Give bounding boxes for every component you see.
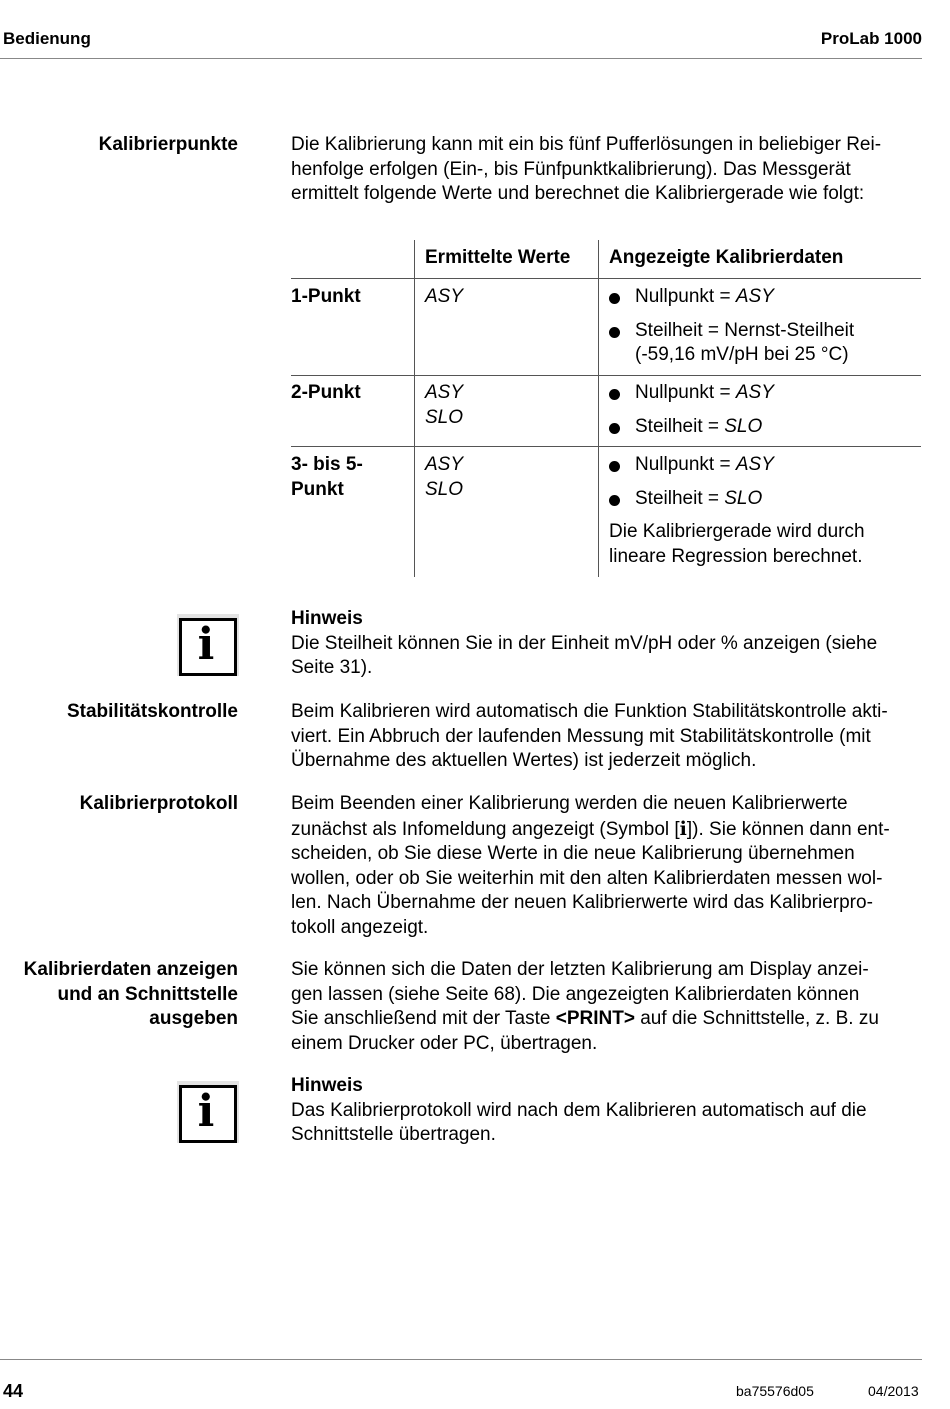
text-line: Sie anschließend mit der Taste <PRINT> auf die Schnittstelle, z. B. zu <box>291 1008 879 1029</box>
bullet-icon <box>609 389 620 400</box>
table-row-label: 2-Punkt <box>291 382 361 403</box>
side-label-stabilitaetskontrolle: Stabilitätskontrolle <box>66 701 238 722</box>
table-cell-value: ASY SLO <box>425 382 464 428</box>
list-item: Nullpunkt = ASY <box>609 453 921 478</box>
bullet-icon <box>609 293 620 304</box>
text-line: Beim Beenden einer Kalibrierung werden die neuen Kalibrierwerte <box>291 793 848 814</box>
header-section-title: Bedienung <box>3 29 91 48</box>
list-item: Steilheit = SLO <box>609 415 921 440</box>
side-label-kalibrierdaten-anzeigen: Kalibrierdaten anzeigen und an Schnittstelle ausgeben <box>23 959 238 1029</box>
text-line: einem Drucker oder PC, übertragen. <box>291 1032 598 1054</box>
side-label-kalibrierprotokoll: Kalibrierprotokoll <box>79 793 238 814</box>
document-date: 04/2013 <box>868 1383 919 1399</box>
table-cell-value: ASY SLO <box>425 454 464 500</box>
text-line: Sie können sich die Daten der letzten Kalibrierung am Display anzei- <box>291 959 869 980</box>
table-cell-items <box>609 453 921 569</box>
text-line: gen lassen (siehe Seite 68). Die angezeigten Kalibrierdaten können <box>291 983 860 1005</box>
info-icon: i <box>177 614 239 676</box>
text-line: henfolge erfolgen (Ein-, bis Fünfpunktkalibrierung). Das Messgerät <box>291 158 851 180</box>
bullet-icon <box>609 423 620 434</box>
header-divider <box>0 58 922 59</box>
list-item: Steilheit = SLO <box>609 487 921 512</box>
note-title: Hinweis <box>291 1075 363 1096</box>
info-symbol: i <box>679 817 687 840</box>
page-number: 44 <box>3 1381 24 1401</box>
table-column-divider <box>414 240 415 577</box>
text-line: viert. Ein Abbruch der laufenden Messung mit Stabilitätskontrolle (mit <box>291 725 871 747</box>
hinweis-note <box>291 1074 923 1148</box>
header-product-name: ProLab 1000 <box>820 29 922 48</box>
print-key: <PRINT> <box>555 1008 635 1029</box>
table-row-divider <box>291 446 921 447</box>
table-row-label: 3- bis 5- Punkt <box>291 454 363 500</box>
footer-divider <box>0 1359 922 1360</box>
list-item: Nullpunkt = ASY <box>609 285 921 310</box>
hinweis-note <box>291 607 923 681</box>
table-header-kalibrierdaten: Angezeigte Kalibrierdaten <box>609 247 844 268</box>
table-cell-items <box>609 285 921 368</box>
text-line: zunächst als Infomeldung angezeigt (Symbol [i]). Sie können dann ent- <box>291 817 890 840</box>
text-line: scheiden, ob Sie diese Werte in die neue Kalibrierung übernehmen <box>291 843 855 864</box>
table-cell-items <box>609 381 921 439</box>
stabilitaet-text <box>291 700 923 774</box>
table-note: Die Kalibriergerade wird durch lineare Regression berechnet. <box>609 521 865 567</box>
table-row-label: 1-Punkt <box>291 286 361 307</box>
text-line: tokoll angezeigt. <box>291 916 429 938</box>
note-title: Hinweis <box>291 608 363 629</box>
table-row-divider <box>291 278 921 279</box>
table-header-ermittelte-werte: Ermittelte Werte <box>425 247 571 268</box>
text-line: Schnittstelle übertragen. <box>291 1124 496 1145</box>
table-column-divider <box>598 240 599 577</box>
text-line: Das Kalibrierprotokoll wird nach dem Kalibrieren automatisch auf die <box>291 1099 867 1121</box>
text-line: wollen, oder ob Sie weiterhin mit den alten Kalibrierdaten messen wol- <box>291 867 883 889</box>
text-line: Die Steilheit können Sie in der Einheit mV/pH oder % anzeigen (siehe <box>291 632 878 654</box>
text-line: ermittelt folgende Werte und berechnet die Kalibriergerade wie folgt: <box>291 183 865 204</box>
side-label-kalibrierpunkte: Kalibrierpunkte <box>98 134 238 155</box>
bullet-icon <box>609 461 620 472</box>
protokoll-text <box>291 792 923 940</box>
kalibrierpunkte-text <box>291 133 923 207</box>
info-icon: i <box>177 1081 239 1143</box>
text-line: len. Nach Übernahme der neuen Kalibrierwerte wird das Kalibrierpro- <box>291 892 873 913</box>
anzeigen-text <box>291 958 923 1056</box>
document-id: ba75576d05 <box>736 1383 814 1399</box>
table-row-divider <box>291 375 921 376</box>
text-line: Die Kalibrierung kann mit ein bis fünf Pufferlösungen in beliebiger Rei- <box>291 134 882 155</box>
text-line: Beim Kalibrieren wird automatisch die Funktion Stabilitätskontrolle akti- <box>291 701 888 722</box>
table-cell-value: ASY <box>425 286 464 307</box>
bullet-icon <box>609 495 620 506</box>
text-line: Seite 31). <box>291 657 373 678</box>
list-item: Nullpunkt = ASY <box>609 381 921 406</box>
bullet-icon <box>609 327 620 338</box>
list-item: Steilheit = Nernst-Steilheit (-59,16 mV/pH bei 25 °C) <box>609 319 921 368</box>
text-line: Übernahme des aktuellen Wertes) ist jederzeit möglich. <box>291 750 757 771</box>
